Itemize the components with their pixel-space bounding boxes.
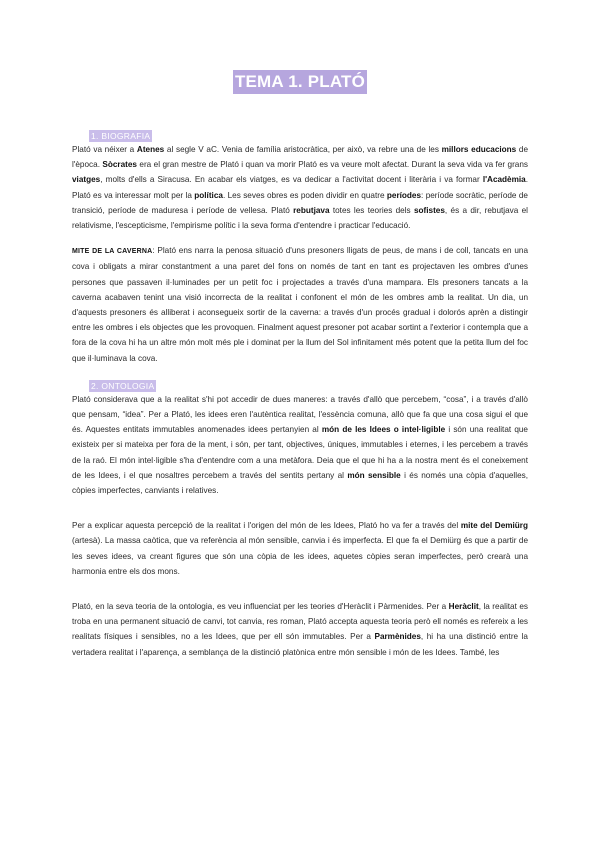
text: , molts d'ells a Siracusa. En acabar els viatges, es va dedicar a l'activitat docent i literària i va formar (100, 175, 483, 185)
bold-text: períodes (386, 190, 422, 200)
bold-text: Heràclit (448, 602, 479, 612)
bold-text: rebutjava (293, 205, 330, 215)
bold-text: viatges (72, 175, 101, 185)
bold-text: política (194, 190, 223, 200)
bold-text: mite del Demiürg (460, 521, 528, 531)
text: i és només una còpia d'aquelles, còpies imperfectes, canviants i relatives. (72, 470, 528, 496)
mite-caverna-label: MITE DE LA CAVERNA (72, 248, 153, 256)
text: al segle V aC. Venia de família aristocràtica, per això, va rebre una de les (164, 145, 442, 154)
text: era el gran mestre de Plató i quan va morir Plató es va veure molt afectat. Durant la seva vida va fer grans (136, 160, 528, 170)
bold-text: Atenes (136, 145, 165, 154)
bold-text: Parmènides (374, 632, 421, 642)
text: , és a dir, rebutjava el relativisme, l'escepticisme, l'empirisme polític i la seva forma d'entendre i practicar l'educació. (72, 205, 529, 231)
text: Plató, en la seva teoria de la ontologia, es veu influenciat per les teories d'Heràclit i Pàrmenides. Per a (72, 602, 449, 612)
paragraph-ontologia-3 (72, 599, 528, 660)
text: de l'època. (72, 145, 529, 170)
spacer (72, 233, 528, 243)
spacer (72, 579, 528, 599)
document-title: TEMA 1. PLATÓ (233, 70, 367, 94)
spacer (72, 498, 528, 518)
bold-text: l'Acadèmia (482, 175, 526, 185)
section-heading-wrap-ontologia (89, 376, 528, 390)
text: Plató considerava que a la realitat s'hi pot accedir de dues maneres: a través d'allò que percebem, “cosa”, i a través d'allò que pensam, “idea”. Per a Plató, les idees eren l'autèntica realitat, l'essència comuna, allò que fa que una cosa sigui el que és. Aquestes entitats immutables anomenades idees pertanyien al (72, 394, 528, 435)
text: i són una realitat que existeix per si mateixa per fora de la ment, i són, per tant, objectives, úniques, immutables i eternes, i les percebem a través de la raó. El món intel·ligible s'ha d'entendre com a una metàfora. Deia que el que hi ha a la nostra ment és el coneixement de les Idees, i el que nosaltres percebem a través del sentits pertany al (72, 425, 528, 480)
text: , hi ha una distinció entre la vertadera realitat i l'aparença, a semblança de la distinció platònica entre món sensible i món de les Idees. També, les (72, 632, 528, 657)
bold-text: sofistes (413, 205, 445, 215)
paragraph-biografia (72, 142, 528, 233)
paragraph-ontologia-2 (72, 518, 528, 579)
text: totes les teories dels (329, 205, 414, 215)
text: . Plató es va interessar molt per la (72, 175, 528, 200)
text: Plató va néixer a (72, 145, 137, 154)
text: (artesà). La massa caòtica, que va referència al món sensible, canvia i és imperfecta. El que fa el Demiürg és que a partir de les seves idees, va creant figures que són una còpia de les idees, aquetes còpies seran imperfectes, però crearà una harmonia entre els dos mons. (72, 536, 528, 576)
title-wrapper (72, 70, 528, 96)
text: , la realitat es troba en una permanent situació de canvi, tot canvia, res roman, Plató accepta aquesta teoria però ell només es refereix a les realitats físiques i sensibles, no a les Idees, que per ell són immutables. Per a (72, 602, 529, 642)
bold-text: món sensible (347, 470, 401, 480)
section-heading-wrap-biografia (89, 126, 528, 140)
paragraph-mite-caverna (72, 243, 528, 366)
bold-text: Sòcrates (102, 160, 137, 170)
text: : Plató ens narra la penosa situació d'uns presoners lligats de peus, de mans i de coll, tancats en una cova i obligats a mirar constantment a una paret del fons on només de tant en tant es projectaven les ombres d'unes persones que passaven il·luminades per un petit foc i projectades a través d'una mampara. Els presoners tancats a la caverna acabaven tenint una visió incorrecta de la realitat i confonent el món de les ombres amb la realitat. Un dia, un d'aquests presoners és alliberat i aconsegueix sortir de la caverna: a través d'un procés gradual i dolorós aprèn a distingir entre les ombres i els objectes que les provoquen. Finalment aquest presoner pot acabar sortint a l'exterior i contempla que a fora de la cova hi ha un altre món molt més ple i dominat per la llum del Sol infinitament més potent que la petita llum del foc que il·luminava la cova. (72, 246, 528, 363)
section-heading-biografia: 1. BIOGRAFIA (91, 131, 151, 141)
spacer (72, 366, 528, 376)
bold-text: millors educacions (441, 145, 517, 154)
text: Per a explicar aquesta percepció de la realitat i l'origen del món de les Idees, Plató ho va fer a través del (72, 521, 461, 531)
text: : període socràtic, període de transició, període de maduresa i període de vellesa. Plató (72, 190, 528, 215)
section-heading-ontologia: 2. ONTOLOGIA (91, 380, 155, 391)
text: . Les seves obres es poden dividir en quatre (222, 190, 387, 200)
bold-text: món de les Idees o intel·ligible (321, 425, 446, 435)
paragraph-ontologia-1 (72, 392, 528, 498)
